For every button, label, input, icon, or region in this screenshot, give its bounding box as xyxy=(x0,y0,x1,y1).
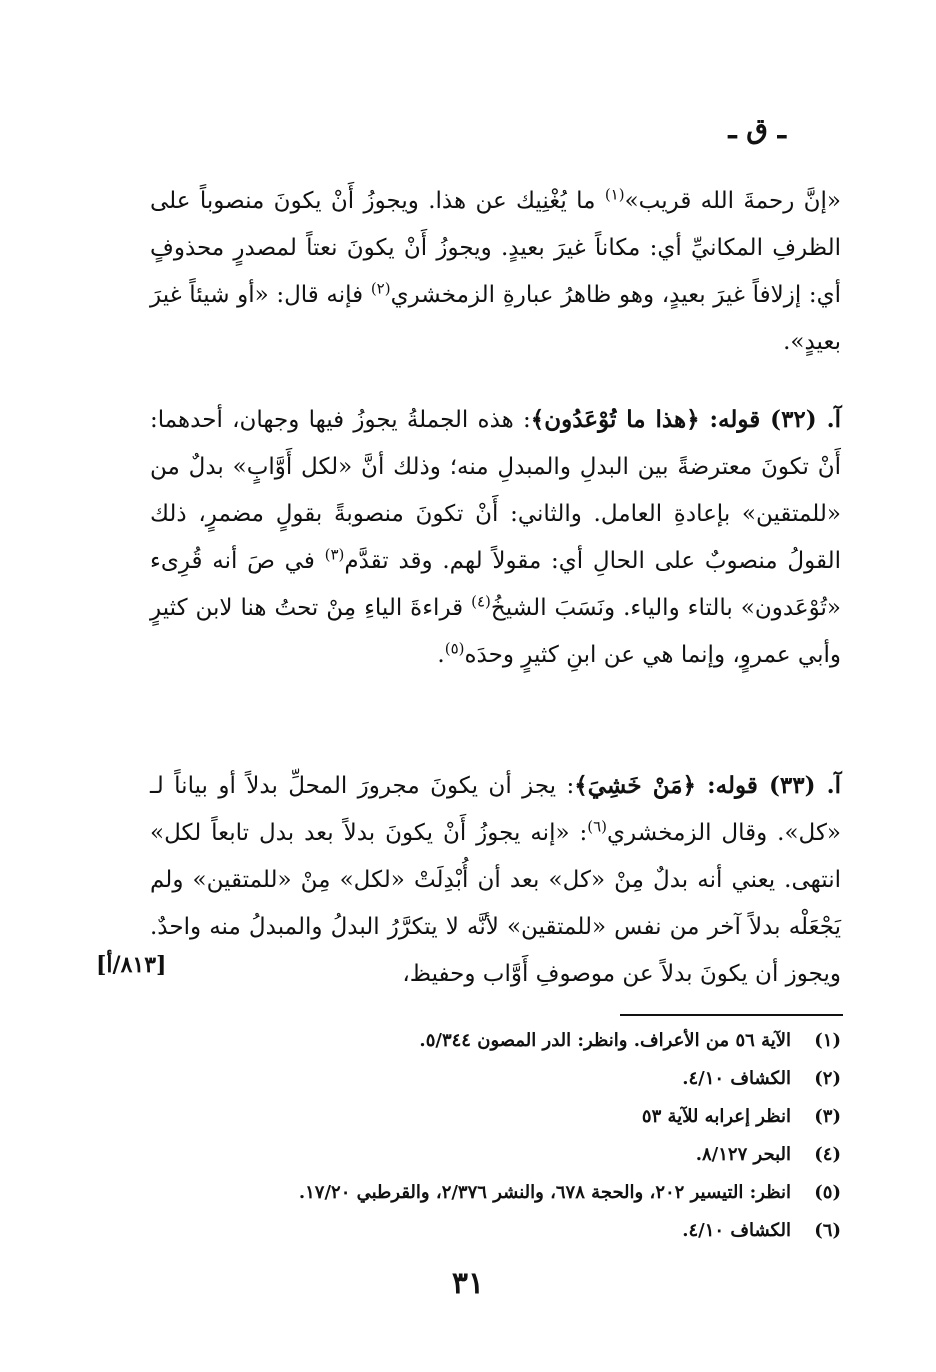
footnote-ref: (٦) xyxy=(587,817,608,836)
paragraph-text: ما يُغْنِيك عن هذا. ويجوزُ أَنْ يكونَ منصوباً على الظرفِ المكانيِّ أي: مكاناً غيرَ بعيدٍ. ويجوزُ أَنْ يكونَ نعتاً لمصدرٍ محذوفٍ أي: إزلافاً غيرَ بعيدٍ، وهو ظاهرُ عبارةِ الزمخشري xyxy=(150,188,842,308)
footnotes xyxy=(150,1022,841,1250)
paragraph-text: : «إنه يجوزُ أَنْ يكونَ بدلاً بعد بدل تابعاً لكل» انتهى. يعني أنه بدلٌ مِنْ «كل» بعد أن أُبْدِلَتْ «لكل» مِنْ «للمتقين» ولم يَجْعَلْه بدلاً آخر من نفس «للمتقين» لأنَّه لا يتكرَّرُ البدلُ والمبدلُ منه واحدٌ. ويجوز أن يكونَ بدلاً عن موصوفِ أَوَّاب وحفيظ، xyxy=(150,820,841,987)
footnote-number: (٦) xyxy=(814,1220,841,1241)
footnote-text: الكشاف ٤/١٠. xyxy=(682,1068,791,1089)
page-header-mark: ـ ق ـ xyxy=(728,112,786,145)
verse-heading: آ. (٣٣) قوله: ﴿مَنْ خَشِيَ﴾ xyxy=(574,772,841,799)
paragraph-text: في صَ أنه قُرِىء «تُوْعَدون» بالتاء والياء. ونَسَبَ الشيخُ xyxy=(150,548,841,621)
page-number: ٣١ xyxy=(451,1266,485,1301)
verse-heading: آ. (٣٢) قوله: ﴿هذا ما تُوْعَدُون﴾ xyxy=(530,406,841,433)
footnote-text: البحر ٨/١٢٧. xyxy=(695,1144,791,1165)
footnote-item xyxy=(150,1136,841,1174)
footnote-number: (٣) xyxy=(814,1106,841,1127)
footnote-text: الآية ٥٦ من الأعراف. وانظر: الدر المصون ٥/٣٤٤. xyxy=(419,1030,791,1051)
paragraph-text: «إنَّ رحمةَ الله قريب» xyxy=(624,188,842,214)
paragraph-1 xyxy=(150,178,841,366)
paragraph-text: : هذه الجملةُ يجوزُ فيها وجهان، أحدهما: أَنْ تكونَ معترضةً بين البدلِ والمبدلِ منه؛ وذلك أنَّ «لكل أَوَّابٍ» بدلٌ من «للمتقين» بإعادةِ العامل. والثاني: أَنْ تكونَ منصوبةً بقولٍ مضمرٍ، ذلك القولُ منصوبٌ على الحالِ أي: مقولاً لهم. وقد تقدَّم xyxy=(150,407,841,574)
footnote-number: (٢) xyxy=(814,1068,841,1089)
footnote-ref: (٢) xyxy=(370,279,391,298)
footnote-text: انظر إعرابه للآية ٥٣ xyxy=(641,1106,791,1127)
footnote-item xyxy=(150,1212,841,1250)
footnote-divider xyxy=(620,1014,843,1016)
paragraph-text: قراءةَ الياءِ مِنْ تحتُ هنا لابن كثيرٍ وأبي عمروٍ، وإنما هي عن ابنِ كثيرٍ وحدَه xyxy=(150,595,841,668)
footnote-number: (١) xyxy=(814,1030,841,1051)
footnote-ref: (١) xyxy=(604,185,625,204)
paragraph-text: : يجز أن يكونَ مجرورَ المحلِّ بدلاً أو بياناً لـ «كل». وقال الزمخشري xyxy=(150,773,841,846)
manuscript-folio-note: [٨١٣/أ] xyxy=(96,952,167,978)
paragraph-text: فإنه قال: «أو شيئاً غيرَ بعيدٍ». xyxy=(150,282,841,355)
paragraph-text: . xyxy=(437,642,445,668)
footnote-item xyxy=(150,1060,841,1098)
footnote-number: (٤) xyxy=(814,1144,841,1165)
footnote-ref: (٤) xyxy=(471,592,491,611)
footnote-item xyxy=(150,1174,841,1212)
footnote-text: الكشاف ٤/١٠. xyxy=(682,1220,791,1241)
footnote-item xyxy=(150,1022,841,1060)
footnote-ref: (٥) xyxy=(444,639,465,658)
paragraph-2 xyxy=(150,396,841,679)
footnote-text: انظر: التيسير ٢٠٢، والحجة ٦٧٨، والنشر ٢/٣٧٦، والقرطبي ١٧/٢٠. xyxy=(298,1182,791,1203)
footnote-item xyxy=(150,1098,841,1136)
paragraph-3 xyxy=(150,762,841,998)
footnote-number: (٥) xyxy=(814,1182,841,1203)
footnote-ref: (٣) xyxy=(324,545,345,564)
